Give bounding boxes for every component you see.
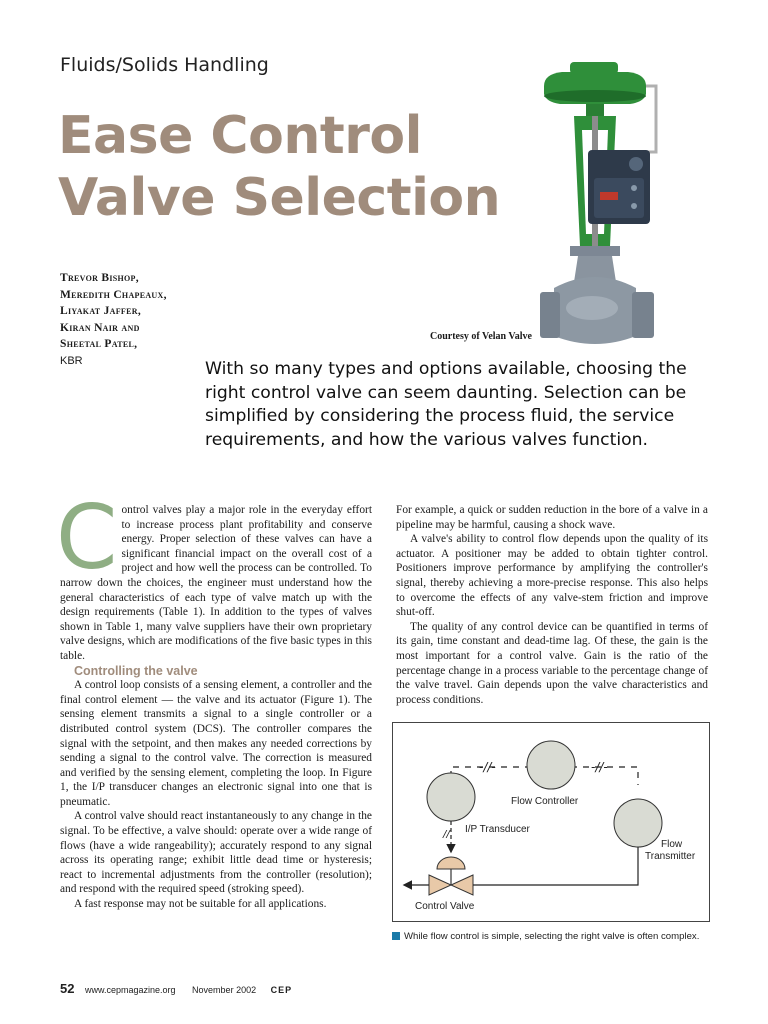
positioner-screw-2	[631, 203, 637, 209]
body-paragraph: For example, a quick or sudden reduction in the bore of a valve in a pipeline may be harmful, causing a shock wave.	[396, 504, 708, 531]
page-number: 52	[60, 981, 75, 996]
flow-controller-label: Flow Controller	[511, 796, 579, 807]
page-footer	[60, 981, 292, 996]
valve-flange-right	[632, 292, 654, 338]
valve-flange-left	[540, 292, 560, 338]
author-name: Sheetal Patel,	[60, 338, 138, 350]
body-paragraph: A valve's ability to control flow depends upon the quality of its actuator. A positioner may be added to obtain tighter control. Positioners improve performance by amplifying the controller's signal, thereby achieving a more-precise response. This also helps to overcome the effects of any valve-stem friction and improve shut-off.	[396, 533, 708, 619]
body-paragraph: ontrol valves play a major role in the everyday effort to increase process plant profitability and conserve energy. Proper selection of these valves can have a significant financial impact on the overall cost of a project and how well the process can be controlled. To narrow down the choices, the engineer must understand how the general characteristics of each type of valve match up with the design requirements (Table 1). In addition to the types of valves shown in Table 1, many valve suppliers have their own proprietary valve designs, which are modifications of the five basic types in this table.	[60, 504, 372, 662]
body-paragraph: The quality of any control device can be quantified in terms of its gain, time constant and dead-time lag. Of these, the gain is the most important for a control valve. Gain is the ratio of the percentage change in a process variable to the percentage change of the valve travel. Gain depends upon the valve characteristics and process conditions.	[396, 620, 708, 706]
valve-bonnet-flange	[570, 246, 620, 256]
body-column-1	[56, 486, 372, 912]
footer-url[interactable]: www.cepmagazine.org	[84, 985, 176, 995]
figure-caption	[392, 931, 710, 942]
body-paragraph: A control loop consists of a sensing element, a controller and the final control element — the valve and its actuator (Figure 1). The sensing element transmits a signal to a single controller or a distributed control system (DCS). The controller compares the signal with the setpoint, and then makes any needed corrections by sending a signal to the control valve. The correction is measured and verified by the sensing element, completing the loop. In Figure 1, the I/P transducer changes an electronic signal into one that is pneumatic.	[60, 679, 372, 808]
author-name: Liyakat Jaffer,	[60, 305, 142, 317]
ip-transducer-bubble	[427, 773, 475, 821]
flow-transmitter-bubble	[614, 799, 662, 847]
flow-control-loop-diagram	[393, 723, 709, 921]
article-title-line-1: Ease Control	[58, 106, 422, 166]
figure-caption-text: While flow control is simple, selecting the right valve is often complex.	[404, 931, 700, 942]
positioner-gauge	[629, 157, 643, 171]
ip-transducer-label: I/P Transducer	[465, 824, 530, 835]
signal-break-symbol: //	[443, 829, 450, 840]
body-paragraph: A fast response may not be suitable for all applications.	[74, 898, 327, 911]
footer-date: November 2002	[192, 985, 257, 995]
author-name: Trevor Bishop,	[60, 272, 139, 284]
process-line	[473, 847, 638, 885]
figure-1-box	[392, 722, 710, 922]
dropcap: C	[56, 486, 118, 589]
subheading-controlling-the-valve: Controlling the valve	[74, 663, 198, 678]
article-deck: With so many types and options available, choosing the right control valve can seem daunting. Selection can be simplified by considering the process fluid, the service requirements, and how the various valves function.	[205, 359, 687, 450]
body-column-2	[396, 503, 708, 707]
section-label: Fluids/Solids Handling	[60, 54, 269, 76]
body-paragraph: A control valve should react instantaneously to any change in the signal. To be effective, a valve should: operate over a wide range of flows (have a wide rangeability); accurately respond to any signal across its operating range; exhibit little dead time or hysteresis; react to incremental adjustments from the controller (resolution); and respond with the required speed (stroking speed).	[60, 810, 372, 896]
control-valve-label: Control Valve	[415, 901, 475, 912]
actuator-rim	[544, 90, 646, 102]
control-valve-photo	[540, 56, 660, 352]
caption-marker-icon	[392, 932, 400, 940]
valve-body-highlight	[566, 296, 618, 320]
valve-actuator-symbol	[437, 857, 465, 869]
article-title-line-2: Valve Selection	[58, 168, 501, 228]
signal-break-symbol: -//-	[479, 760, 496, 774]
positioner-label	[600, 192, 618, 200]
actuator-stem-housing	[586, 104, 604, 116]
positioner-screw-1	[631, 185, 637, 191]
flow-transmitter-label: Transmitter	[645, 851, 696, 862]
footer-magazine: CEP	[270, 985, 293, 995]
author-name: Meredith Chapeaux,	[60, 288, 167, 301]
author-name: Kiran Nair and	[60, 321, 140, 334]
author-affiliation: KBR	[60, 354, 83, 367]
author-list	[60, 270, 230, 369]
signal-break-symbol: -//-	[591, 760, 608, 774]
flow-transmitter-label: Flow	[661, 839, 683, 850]
photo-credit: Courtesy of Velan Valve	[430, 331, 532, 342]
flow-controller-bubble	[527, 741, 575, 789]
